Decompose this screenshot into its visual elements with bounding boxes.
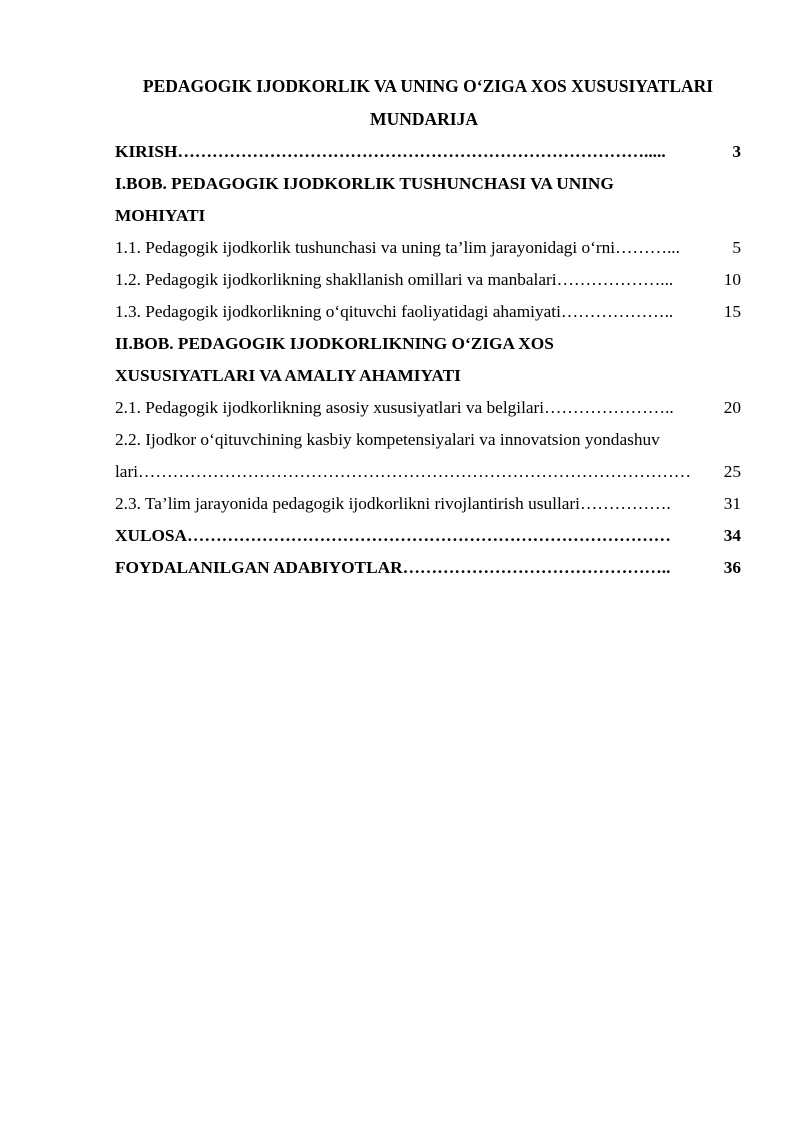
toc-entry-text: 2.2. Ijodkor o‘qituvchining kasbiy kompetensiyalari va innovatsion yondashuv (115, 430, 660, 449)
toc-chapter-title-line: I.BOB. PEDAGOGIK IJODKORLIK TUSHUNCHASI VA UNING (115, 174, 614, 193)
document-title: PEDAGOGIK IJODKORLIK VA UNING O‘ZIGA XOS XUSUSIYATLARI (142, 76, 714, 96)
toc-page-number: 10 (723, 270, 741, 289)
toc-leader-dots: ………... (615, 238, 680, 257)
toc-entry-1-3[interactable] (115, 296, 741, 328)
toc-chapter-2[interactable] (115, 328, 741, 360)
toc-entry-text: 2.1. Pedagogik ijodkorlikning asosiy xususiyatlari va belgilari (115, 398, 545, 417)
toc-page-number: 34 (723, 526, 741, 545)
toc-entry-text: XULOSA (115, 526, 188, 545)
toc-chapter-title-line: II.BOB. PEDAGOGIK IJODKORLIKNING O‘ZIGA XOS (115, 334, 554, 353)
toc-page-number: 20 (723, 398, 741, 417)
toc-page-number: 36 (723, 558, 741, 577)
toc-entry-1-2[interactable] (115, 264, 741, 296)
toc-page-number: 5 (732, 238, 741, 257)
toc-heading: MUNDARIJA (370, 109, 478, 129)
toc-leader-dots: …………………………………………………………………………………… (138, 462, 692, 481)
toc-leader-dots: ………………………………………………………………………… (187, 526, 671, 545)
toc-entry-2-2[interactable] (115, 424, 741, 456)
toc-leader-dots: ……………. (579, 494, 671, 513)
toc-entry-2-2-cont (115, 456, 741, 488)
toc-leader-dots: ……………………………………….. (402, 558, 671, 577)
toc-entry-2-3[interactable] (115, 488, 741, 520)
toc-entry-text: lari (115, 462, 139, 481)
toc-entry-2-1[interactable] (115, 392, 741, 424)
toc-entry-text: 1.1. Pedagogik ijodkorlik tushunchasi va uning ta’lim jarayonidagi o‘rni (115, 238, 616, 257)
toc-leader-dots: ……………….. (560, 302, 674, 321)
document-page (115, 70, 741, 584)
toc-chapter-1[interactable] (115, 168, 741, 200)
toc-entry-text: 1.3. Pedagogik ijodkorlikning o‘qituvchi faoliyatidagi ahamiyati (115, 302, 561, 321)
toc-chapter-1-cont (115, 200, 741, 232)
toc-leader-dots: ………………….. (544, 398, 674, 417)
toc-entry-text: 2.3. Ta’lim jarayonida pedagogik ijodkorlikni rivojlantirish usullari (115, 494, 580, 513)
toc-chapter-title-line: XUSUSIYATLARI VA AMALIY AHAMIYATI (115, 366, 461, 385)
toc-entry-adabiyotlar[interactable] (115, 552, 741, 584)
toc-entry-text: FOYDALANILGAN ADABIYOTLAR (115, 558, 403, 577)
toc-leader-dots: ………………………………………………………………………..... (177, 142, 666, 161)
toc-page-number: 25 (723, 462, 741, 481)
toc-entry-kirish[interactable] (115, 136, 741, 168)
toc-entry-text: 1.2. Pedagogik ijodkorlikning shakllanish omillari va manbalari (115, 270, 557, 289)
toc-chapter-title-line: MOHIYATI (115, 206, 206, 225)
toc-entry-1-1[interactable] (115, 232, 741, 264)
toc-page-number: 3 (732, 142, 741, 161)
toc-page-number: 31 (723, 494, 741, 513)
toc-chapter-2-cont (115, 360, 741, 392)
toc-page-number: 15 (723, 302, 741, 321)
toc-entry-xulosa[interactable] (115, 520, 741, 552)
toc-entry-text: KIRISH (115, 142, 178, 161)
toc-leader-dots: ………………... (556, 270, 674, 289)
